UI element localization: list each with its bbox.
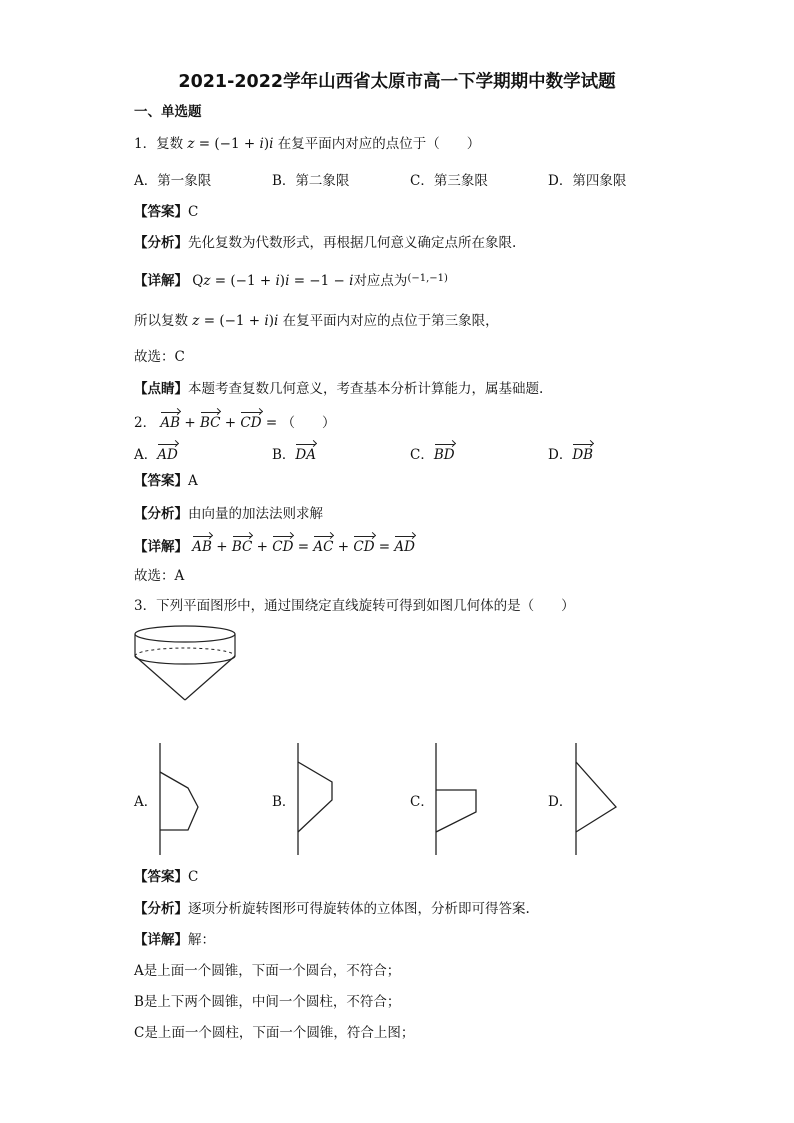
comment-tag: 【点睛】 [134,381,188,397]
q1-point: (−1,−1) [407,273,448,284]
q3-option-a-figure [150,740,210,860]
q3-option-d-label: D． [548,794,573,810]
q3-line-c: C是上面一个圆柱，下面一个圆锥，符合上图； [134,1025,415,1041]
q3-solid-figure [128,620,243,705]
q1-analysis-text: 先化复数为代数形式，再根据几何意义确定点所在象限. [188,235,517,251]
answer-tag: 【答案】 [134,204,188,220]
q3-option-d-figure [568,740,628,860]
analysis-tag: 【分析】 [134,901,188,917]
q1-option-a: A．第一象限 [134,173,212,189]
q2-option-b [272,442,316,464]
page-title: 2021-2022学年山西省太原市高一下学期期中数学试题 [178,72,616,92]
q3-analysis-text: 逐项分析旋转图形可得旋转体的立体图，分析即可得答案. [188,901,530,917]
q1-analysis [134,234,516,252]
q1-detail-formula: Qz = (−1 + i)i = −1 − i [192,273,354,289]
detail-tag: 【详解】 [134,539,188,555]
q3-line-a: A是上面一个圆锥，下面一个圆台，不符合； [134,963,401,979]
q3-option-a-label: A． [134,794,158,810]
q2-vector-sum: AB + BC + CD = [160,415,277,431]
q1-line2-prefix: 所以复数 [134,313,188,329]
analysis-tag: 【分析】 [134,506,188,522]
q2-option-b-letter: B． [272,447,296,463]
q1-line2-suffix: 在复平面内对应的点位于第三象限， [282,313,499,329]
q3-option-c-label: C． [410,794,434,810]
q2-number: 2． [134,415,157,431]
q3-stem: 3．下列平面图形中，通过围绕定直线旋转可得到如图几何体的是（ ） [134,598,575,614]
q3-analysis [134,900,530,918]
q2-option-c-letter: C． [410,447,434,463]
q2-option-c [410,442,455,464]
q1-option-d: D．第四象限 [548,173,627,189]
q2-answer-value: A [188,473,198,489]
q1-choose: 故选：C [134,349,185,365]
answer-tag: 【答案】 [134,869,188,885]
q1-stem [134,135,480,153]
q1-stem-prefix: 1．复数 [134,136,184,152]
q3-option-c-figure [428,740,488,860]
q2-option-a [134,442,178,464]
q2-option-d-vector: DB [572,442,593,464]
q2-option-d [548,442,593,464]
q3-line-b: B是上下两个圆锥，中间一个圆柱，不符合； [134,994,401,1010]
q2-option-c-vector: BD [434,442,455,464]
detail-tag: 【详解】 [134,273,188,289]
q1-line2 [134,312,499,330]
q2-analysis [134,505,323,523]
q1-comment [134,380,543,398]
q1-option-b: B．第二象限 [272,173,350,189]
q2-detail [134,534,415,556]
q1-comment-text: 本题考查复数几何意义，考查基本分析计算能力，属基础题. [188,381,544,397]
q2-stem [134,410,335,432]
q1-option-c: C．第三象限 [410,173,488,189]
q2-option-a-vector: AD [157,442,178,464]
detail-tag: 【详解】 [134,932,188,948]
q3-answer [134,868,198,886]
section-heading: 一、单选题 [134,104,202,120]
q3-answer-value: C [188,869,199,885]
q1-answer [134,203,198,221]
q1-detail [134,270,448,290]
q3-detail [134,931,215,949]
q2-option-b-vector: DA [295,442,316,464]
q2-choose: 故选：A [134,568,185,584]
q2-stem-suffix: （ ） [281,415,336,431]
analysis-tag: 【分析】 [134,235,188,251]
q2-detail-formula: AB + BC + CD = AC + CD = AD [192,539,415,555]
q2-answer [134,472,198,490]
q3-detail-text: 解： [188,932,215,948]
q1-line2-formula: z = (−1 + i)i [192,313,279,329]
q1-answer-value: C [188,204,199,220]
q2-analysis-text: 由向量的加法法则求解 [188,506,323,522]
q1-formula: z = (−1 + i)i [187,136,274,152]
q1-detail-mid: 对应点为 [353,273,408,289]
q2-option-d-letter: D． [548,447,573,463]
answer-tag: 【答案】 [134,473,188,489]
q3-option-b-figure [290,740,350,860]
q3-option-b-label: B． [272,794,296,810]
q2-option-a-letter: A． [134,447,158,463]
q1-stem-suffix: 在复平面内对应的点位于（ ） [277,136,481,152]
